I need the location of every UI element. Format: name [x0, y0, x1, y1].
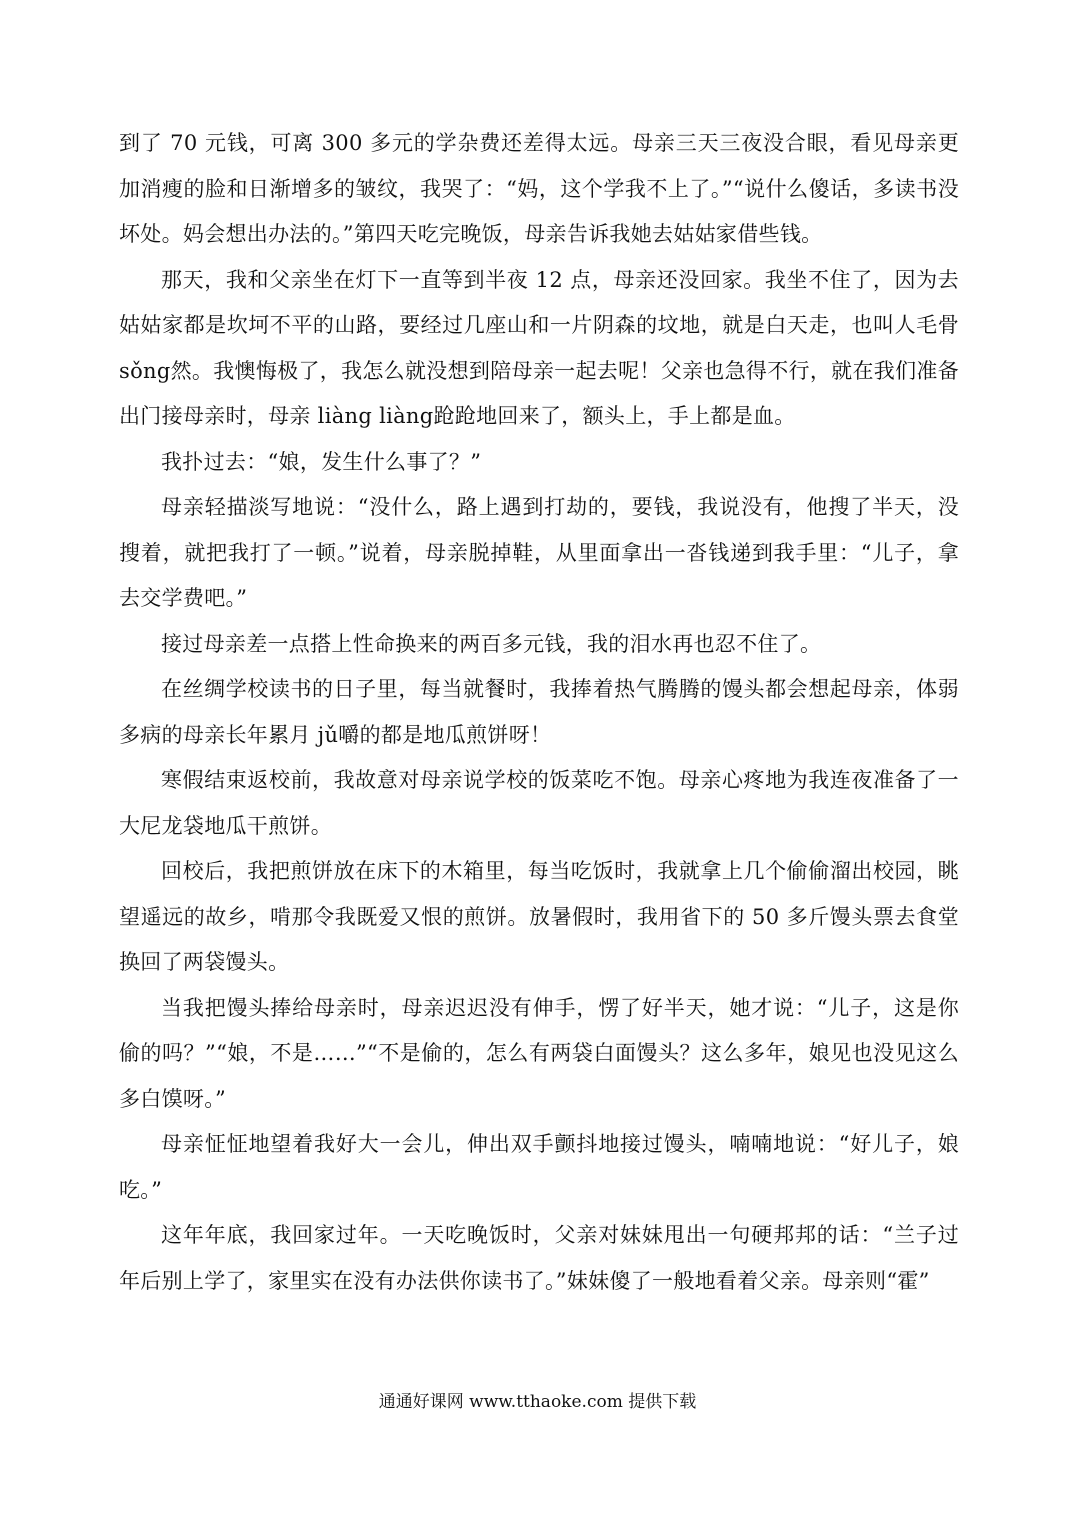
paragraph: 接过母亲差一点搭上性命换来的两百多元钱，我的泪水再也忍不住了。: [161, 631, 822, 656]
document-body: [119, 121, 959, 1391]
paragraph: 当我把馒头捧给母亲时，母亲迟迟没有伸手，愣了好半天，她才说：“儿子，这是你偷的吗？”“娘，不是……”“不是偷的，怎么有两袋白面馒头？这么多年，娘见也没见这么多白馍呀。”: [119, 995, 959, 1111]
page-footer: 通通好课网 www.tthaoke.com 提供下载: [378, 1392, 697, 1412]
paragraph: 寒假结束返校前，我故意对母亲说学校的饭菜吃不饱。母亲心疼地为我连夜准备了一大尼龙袋地瓜干煎饼。: [119, 768, 959, 838]
paragraph: 在丝绸学校读书的日子里，每当就餐时，我捧着热气腾腾的馒头都会想起母亲，体弱多病的母亲长年累月 jǔ嚼的都是地瓜煎饼呀！: [119, 677, 959, 747]
paragraph: 回校后，我把煎饼放在床下的木箱里，每当吃饭时，我就拿上几个偷偷溜出校园，眺望遥远的故乡，啃那令我既爱又恨的煎饼。放暑假时，我用省下的 50 多斤馒头票去食堂换回了两袋馒头。: [119, 859, 959, 974]
paragraph: 我扑过去：“娘，发生什么事了？”: [161, 449, 482, 474]
paragraph: 到了 70 元钱，可离 300 多元的学杂费还差得太远。母亲三天三夜没合眼，看见母亲更加消瘦的脸和日渐增多的皱纹，我哭了：“妈，这个学我不上了。”“说什么傻话，多读书没坏处。妈会想出办法的。”第四天吃完晚饭，母亲告诉我她去姑姑家借些钱。: [119, 131, 959, 246]
paragraph: 母亲轻描淡写地说：“没什么，路上遇到打劫的，要钱，我说没有，他搜了半天，没搜着，就把我打了一顿。”说着，母亲脱掉鞋，从里面拿出一沓钱递到我手里：“儿子，拿去交学费吧。”: [119, 495, 959, 610]
paragraph: 那天，我和父亲坐在灯下一直等到半夜 12 点，母亲还没回家。我坐不住了，因为去姑姑家都是坎坷不平的山路，要经过几座山和一片阴森的坟地，就是白天走，也叫人毛骨 sǒng然。我懊悔极了，我怎么就没想到陪母亲一起去呢！父亲也急得不行，就在我们准备出门接母亲时，母亲 liàng liàng跄跄地回来了，额头上，手上都是血。: [119, 267, 959, 428]
paragraph: 母亲怔怔地望着我好大一会儿，伸出双手颤抖地接过馒头，喃喃地说：“好儿子，娘吃。”: [119, 1132, 959, 1202]
paragraph: 这年年底，我回家过年。一天吃晚饭时，父亲对妹妹甩出一句硬邦邦的话：“兰子过年后别上学了，家里实在没有办法供你读书了。”妹妹傻了一般地看着父亲。母亲则“霍”: [119, 1223, 959, 1293]
